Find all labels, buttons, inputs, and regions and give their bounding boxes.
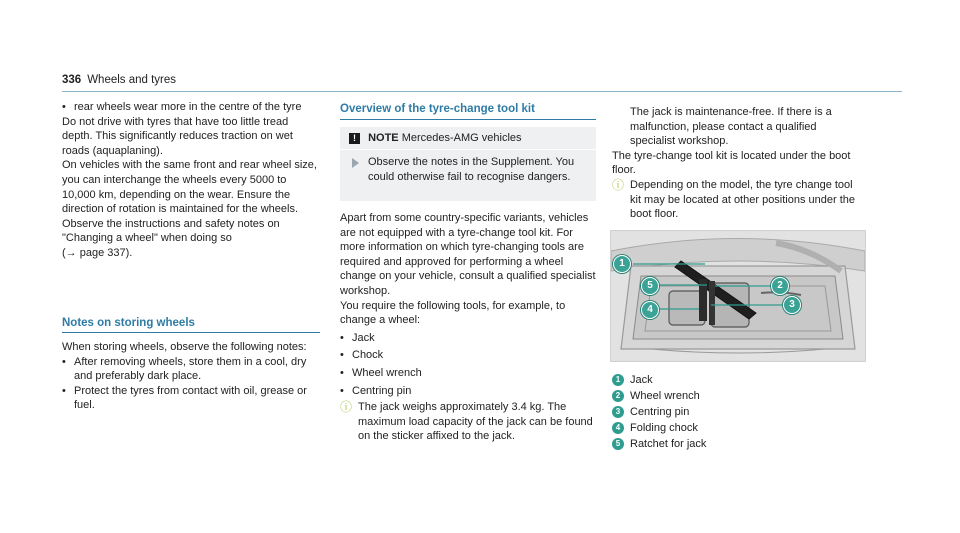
tool-item: • Jack — [340, 331, 596, 346]
arrow-icon — [352, 158, 359, 168]
interchange-paragraph: On vehicles with the same front and rear wheel size, you can interchange the wheels every 5000 to 10,000 km, depending on the wear. Ensure the direction of rotation is maintained for the wheels. — [62, 159, 317, 216]
left-column — [62, 100, 320, 261]
storing-bullet: • After removing wheels, store them in a cool, dry and preferably dark place. — [62, 355, 320, 384]
page-number: 336 — [62, 74, 82, 86]
section-title-storing: Notes on storing wheels — [62, 317, 195, 329]
info-icon: ⓘ — [612, 177, 625, 192]
legend-item: 5 Ratchet for jack — [612, 436, 862, 452]
storing-bullet: • Protect the tyres from contact with oil, grease or fuel. — [62, 384, 320, 413]
storing-notes — [62, 340, 320, 413]
section-title-overview: Overview of the tyre-change tool kit — [340, 103, 535, 115]
maintenance-paragraph: The jack is maintenance-free. If there is a malfunction, please contact a qualified specialist workshop. — [630, 106, 832, 148]
tread-depth-paragraph: Do not drive with tyres that have too little tread depth. This significantly reduces traction on wet roads (aquaplaning). — [62, 115, 293, 157]
tools-intro: You require the following tools, for example, to change a wheel: — [340, 299, 566, 327]
location-paragraph: The tyre-change tool kit is located under the boot floor. — [612, 149, 851, 177]
location-info: ⓘ Depending on the model, the tyre change tool kit may be located at other positions under the boot floor. — [612, 177, 856, 221]
figure-badge-4: 4 — [641, 301, 659, 319]
figure-badge-5: 5 — [641, 277, 659, 295]
page-header — [62, 74, 176, 86]
figure-badge-3: 3 — [783, 296, 801, 314]
header-divider — [62, 91, 902, 92]
legend-item: 2 Wheel wrench — [612, 388, 862, 404]
tool-kit-figure — [610, 230, 866, 362]
observe-paragraph: Observe the instructions and safety notes on "Changing a wheel" when doing so (→ page 337). — [62, 217, 280, 259]
legend-item: 4 Folding chock — [612, 420, 862, 436]
note-title: Mercedes-AMG vehicles — [401, 132, 522, 144]
bullet-rear-wheels: • rear wheels wear more in the centre of the tyre — [62, 100, 320, 115]
right-text — [612, 105, 862, 222]
note-header — [349, 132, 522, 144]
jack-info: ⓘ The jack weighs approximately 3.4 kg. The maximum load capacity of the jack can be found on the sticker affixed to the jack. — [340, 400, 593, 443]
tool-item: • Wheel wrench — [340, 366, 596, 381]
figure-badge-2: 2 — [771, 277, 789, 295]
figure-badge-1: 1 — [613, 255, 631, 273]
warning-icon: ! — [349, 133, 360, 144]
note-label: NOTE — [368, 132, 399, 144]
section-rule — [340, 119, 596, 120]
note-box — [340, 127, 596, 201]
middle-text — [340, 211, 596, 444]
page-reference-link[interactable]: (→ page 337). — [62, 246, 133, 259]
section-rule — [62, 332, 320, 333]
figure-legend — [612, 372, 862, 452]
tool-item: • Chock — [340, 348, 596, 363]
legend-item: 3 Centring pin — [612, 404, 862, 420]
storing-intro: When storing wheels, observe the following notes: — [62, 341, 307, 353]
legend-item: 1 Jack — [612, 372, 862, 388]
info-icon: ⓘ — [340, 400, 353, 415]
chapter-title: Wheels and tyres — [87, 74, 177, 86]
tool-item: • Centring pin — [340, 384, 596, 399]
boot-floor-illustration — [611, 231, 865, 361]
note-body: Observe the notes in the Supplement. You could otherwise fail to recognise dangers. — [368, 156, 575, 183]
tool-kit-paragraph: Apart from some country-specific variants, vehicles are not equipped with a tyre-change tool kit. For more information on which tyre-changing tools are required and approved for performing a wheel change on your vehicle, consult a qualified specialist workshop. — [340, 212, 596, 297]
